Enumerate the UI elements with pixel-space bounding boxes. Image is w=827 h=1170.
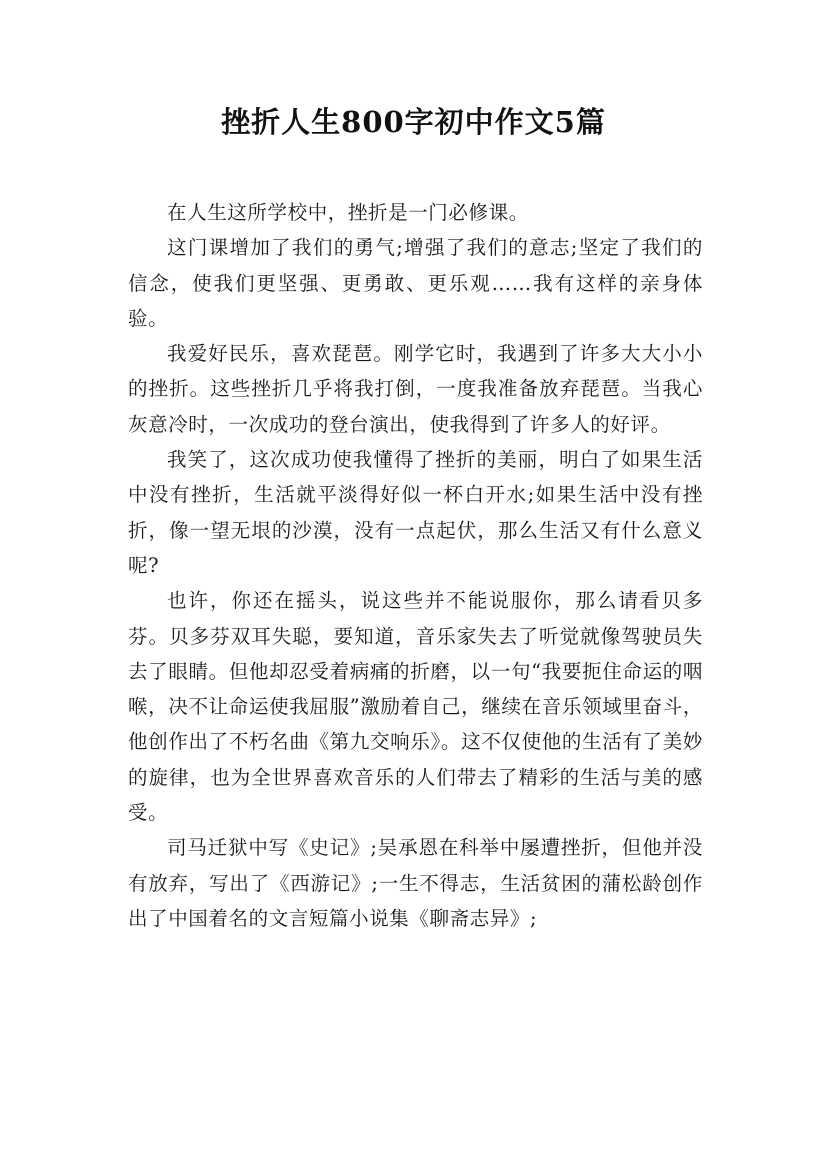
- paragraph-5: 也许，你还在摇头，说这些并不能说服你，那么请看贝多芬。贝多芬双耳失聪，要知道，音乐家失去了听觉就像驾驶员失去了眼睛。但他却忍受着病痛的折磨，以一句“我要扼住命运的咽喉，决不让命运使我屈服”激励着自己，继续在音乐领域里奋斗，他创作出了不朽名曲《第九交响乐》。这不仅使他的生活有了美妙的旋律，也为全世界喜欢音乐的人们带去了精彩的生活与美的感受。: [128, 589, 703, 825]
- document-title: 挫折人生800字初中作文5篇: [221, 105, 606, 139]
- paragraph-4: 我笑了，这次成功使我懂得了挫折的美丽，明白了如果生活中没有挫折，生活就平淡得好似一杯白开水;如果生活中没有挫折，像一望无垠的沙漠，没有一点起伏，那么生活又有什么意义呢?: [128, 448, 703, 577]
- document-body: [128, 195, 703, 936]
- paragraph-6: 司马迁狱中写《史记》;吴承恩在科举中屡遭挫折，但他并没有放弃，写出了《西游记》;一生不得志，生活贫困的蒲松龄创作出了中国着名的文言短篇小说集《聊斋志异》;: [128, 836, 703, 930]
- paragraph-3: 我爱好民乐，喜欢琵琶。刚学它时，我遇到了许多大大小小的挫折。这些挫折几乎将我打倒，一度我准备放弃琵琶。当我心灰意冷时，一次成功的登台演出，使我得到了许多人的好评。: [128, 342, 703, 436]
- paragraph-2: 这门课增加了我们的勇气;增强了我们的意志;坚定了我们的信念，使我们更坚强、更勇敢、更乐观……我有这样的亲身体验。: [128, 236, 703, 330]
- paragraph-1: 在人生这所学校中，挫折是一门必修课。: [167, 201, 529, 224]
